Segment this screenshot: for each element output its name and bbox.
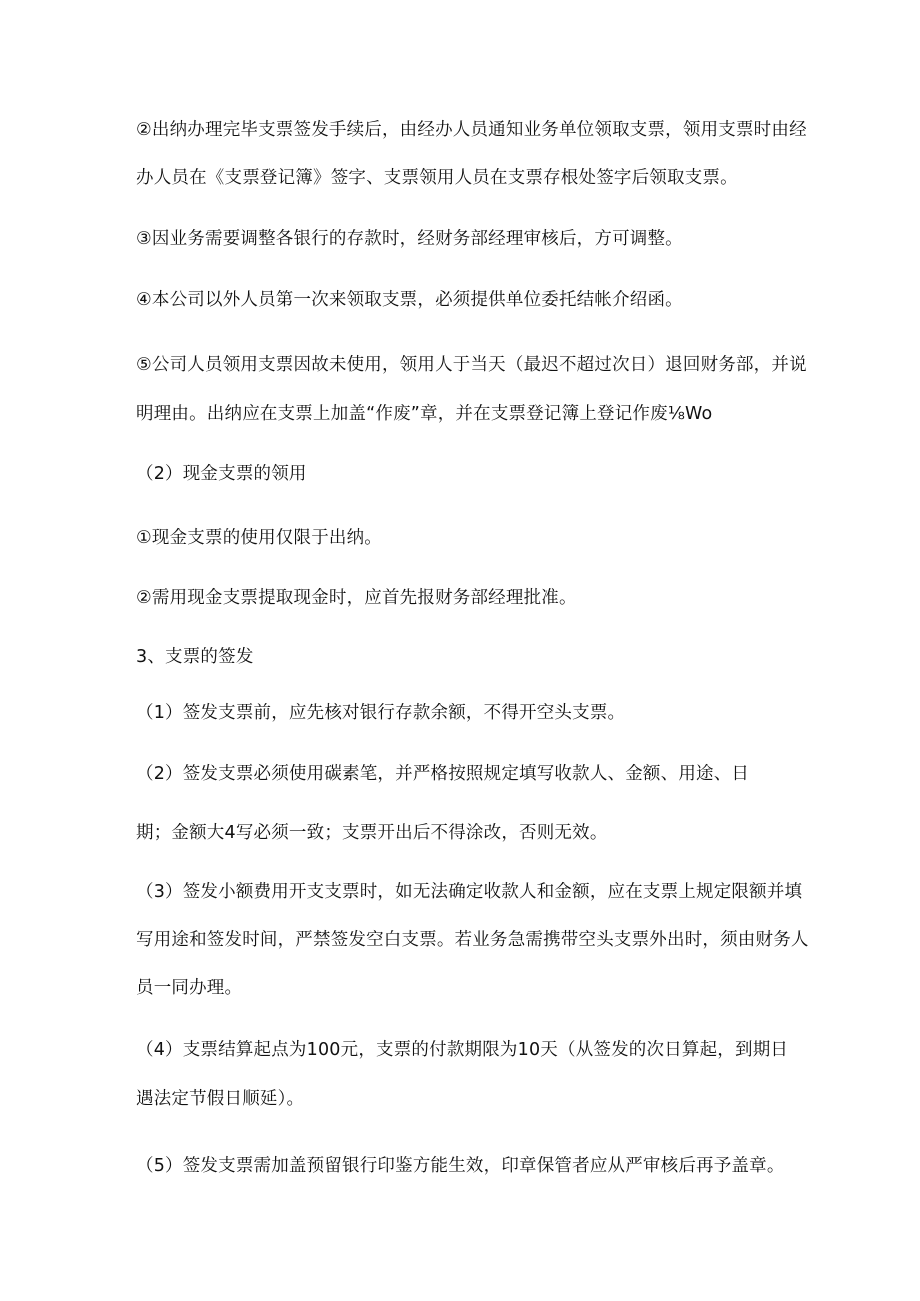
text-line-19: （5）签发支票需加盖预留银行印鉴方能生效，印章保管者应从严审核后再予盖章。 xyxy=(136,1156,785,1176)
text-line-16: 员一同办理。 xyxy=(136,978,243,998)
text-line-1: ②出纳办理完毕支票签发手续后，由经办人员通知业务单位领取支票，领用支票时由经 xyxy=(136,120,807,140)
section-heading-check-issuance: 3、支票的签发 xyxy=(136,647,254,667)
text-line-11: （1）签发支票前，应先核对银行存款余额，不得开空头支票。 xyxy=(136,703,626,723)
text-line-3: ③因业务需要调整各银行的存款时，经财务部经理审核后，方可调整。 xyxy=(136,229,683,249)
text-line-13: 期；金额大4写必须一致；支票开出后不得涂改，否则无效。 xyxy=(136,823,608,843)
text-line-5: ⑤公司人员领用支票因故未使用，领用人于当天（最迟不超过次日）退回财务部，并说 xyxy=(136,355,807,375)
text-line-2: 办人员在《支票登记簿》签字、支票领用人员在支票存根处签字后领取支票。 xyxy=(136,168,738,188)
text-line-15: 写用途和签发时间，严禁签发空白支票。若业务急需携带空头支票外出时，须由财务人 xyxy=(136,930,809,950)
text-line-17: （4）支票结算起点为100元，支票的付款期限为10天（从签发的次日算起，到期日 xyxy=(136,1040,789,1060)
text-line-6: 明理由。出纳应在支票上加盖“作废”章，并在支票登记簿上登记作废⅛Wo xyxy=(136,404,713,424)
section-heading-cash-check: （2）现金支票的领用 xyxy=(136,464,307,484)
text-line-8: ①现金支票的使用仅限于出纳。 xyxy=(136,528,382,548)
text-line-14: （3）签发小额费用开支支票时，如无法确定收款人和金额，应在支票上规定限额并填 xyxy=(136,882,803,902)
text-line-18: 遇法定节假日顺延）。 xyxy=(136,1089,305,1109)
text-line-12: （2）签发支票必须使用碳素笔，并严格按照规定填写收款人、金额、用途、日 xyxy=(136,764,750,784)
text-line-4: ④本公司以外人员第一次来领取支票，必须提供单位委托结帐介绍函。 xyxy=(136,290,683,310)
text-line-9: ②需用现金支票提取现金时，应首先报财务部经理批准。 xyxy=(136,588,577,608)
